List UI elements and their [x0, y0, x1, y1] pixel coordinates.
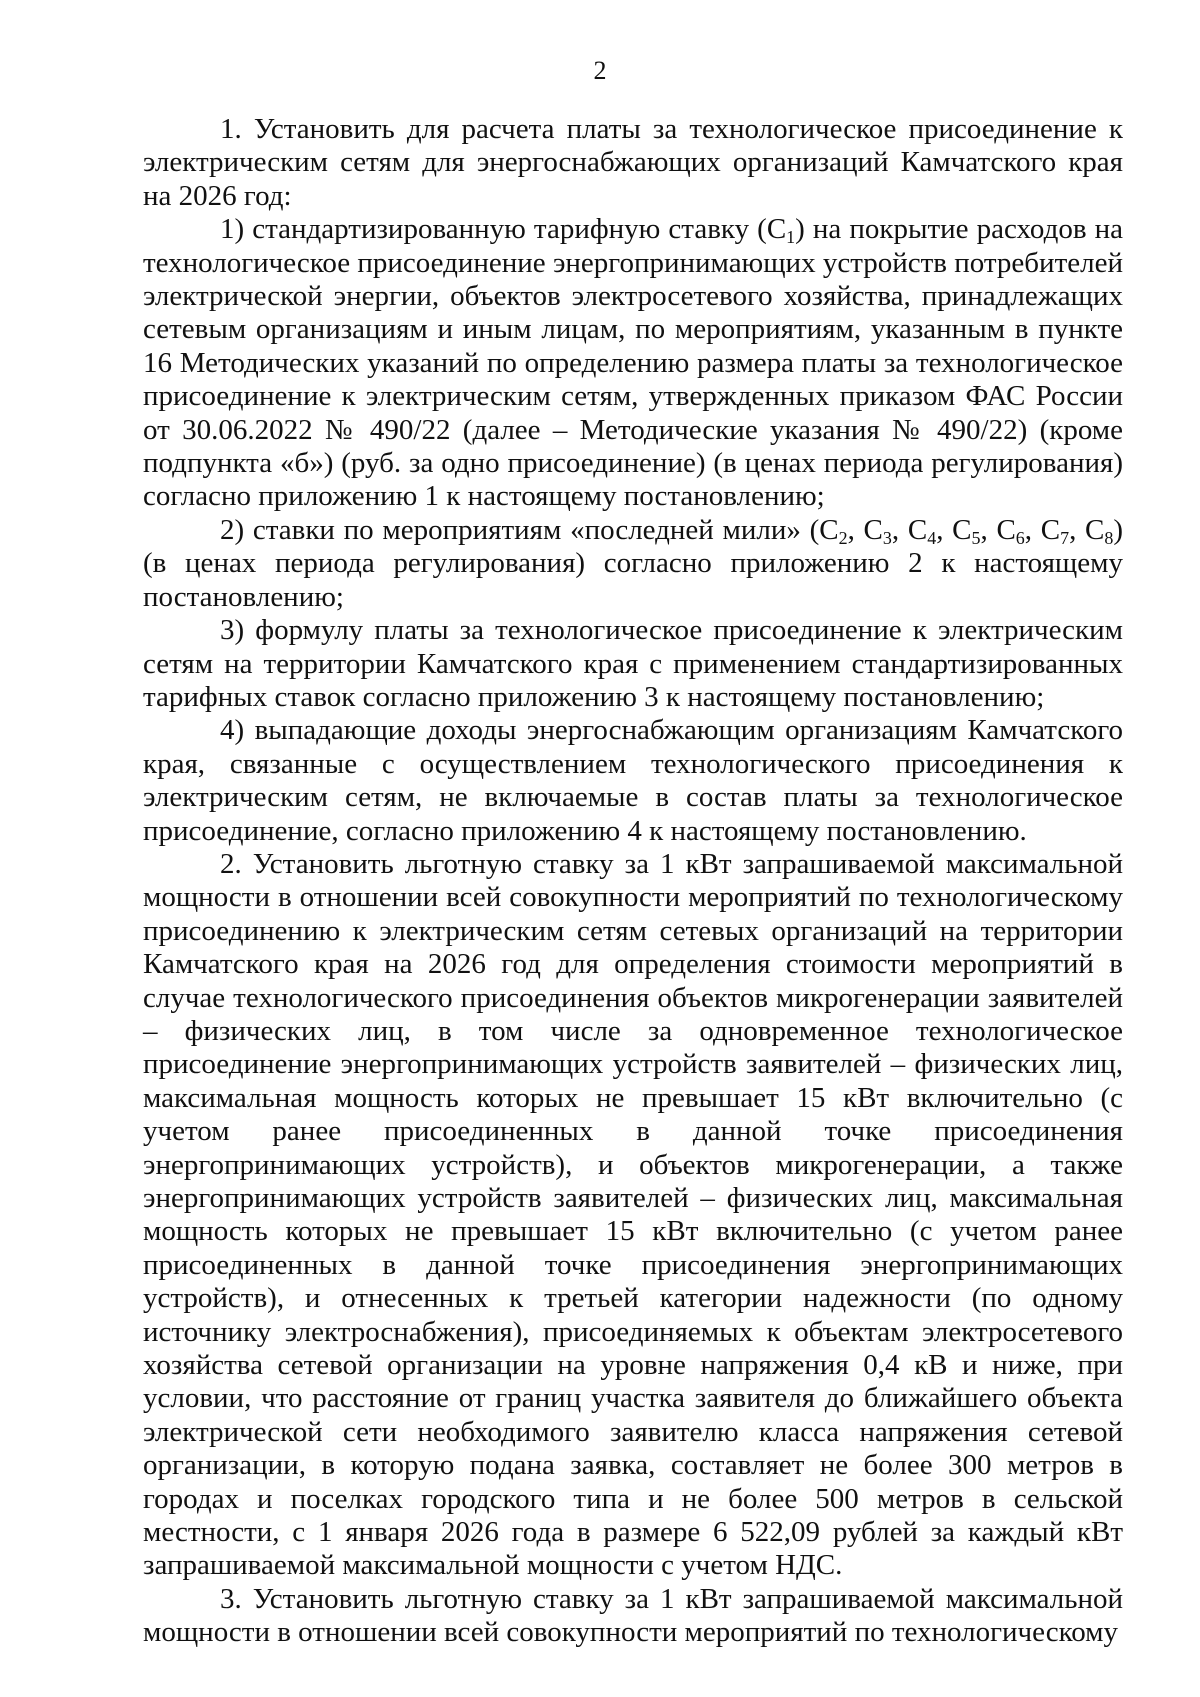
paragraph-text: 2) ставки по мероприятиям «последней мили» (С	[220, 513, 839, 546]
subscript-index: 1	[786, 227, 796, 248]
paragraph-p2	[143, 848, 1123, 1583]
paragraph-p1-1	[143, 213, 1123, 514]
subscript-index: 2	[838, 527, 848, 548]
paragraph-text: , С	[1069, 513, 1105, 546]
paragraph-text: ) на покрытие расходов на технологическое присоединение энергопринимающих устройств потребителей электрической энергии, объектов электросетевого хозяйства, принадлежащих сетевым организациям и иным лицам, по мероприятиям, указанным в пункте 16 Методических указаний по определению размера платы за технологическое присоединение к электрическим сетям, утвержденных приказом ФАС России от 30.06.2022 № 490/22 (далее – Методические указания № 490/22) (кроме подпункта «б») (руб. за одно присоединение) (в ценах периода регулирования) согласно приложению 1 к настоящему постановлению;	[143, 213, 1124, 513]
paragraph-text: , С	[936, 513, 972, 546]
paragraph-p1-4	[143, 714, 1123, 848]
subscript-index: 8	[1104, 527, 1114, 548]
paragraph-text: , С	[1024, 513, 1061, 546]
paragraph-text: 1) стандартизированную тарифную ставку (С	[220, 213, 787, 246]
subscript-index: 6	[1015, 527, 1025, 548]
paragraph-text: 4) выпадающие доходы энергоснабжающим организациям Камчатского края, связанные с осуществлением технологического присоединения к электрическим сетям, не включаемые в состав платы за технологическое присоединение, согласно приложению 4 к настоящему постановлению.	[143, 714, 1123, 847]
paragraph-text: 1. Установить для расчета платы за технологическое присоединение к электрическим сетям для энергоснабжающих организаций Камчатского края на 2026 год:	[143, 113, 1123, 212]
subscript-index: 7	[1060, 527, 1070, 548]
paragraph-text: 2. Установить льготную ставку за 1 кВт запрашиваемой максимальной мощности в отношении всей совокупности мероприятий по технологическому присоединению к электрическим сетям сетевых организаций на территории Камчатского края на 2026 год для определения стоимости мероприятий в случае технологического присоединения объектов микрогенерации заявителей – физических лиц, в том числе за одновременное технологическое присоединение энергопринимающих устройств заявителей – физических лиц, максимальная мощность которых не превышает 15 кВт включительно (с учетом ранее присоединенных в данной точке присоединения энергопринимающих устройств), и объектов микрогенерации, а также энергопринимающих устройств заявителей – физических лиц, максимальная мощность которых не превышает 15 кВт включительно (с учетом ранее присоединенных в данной точке присоединения энергопринимающих устройств), и отнесенных к третьей категории надежности (по одному источнику электроснабжения), присоединяемых к объектам электросетевого хозяйства сетевой организации на уровне напряжения 0,4 кВ и ниже, при условии, что расстояние от границ участка заявителя до ближайшего объекта электрической сети необходимого заявителю класса напряжения сетевой организации, в которую подана заявка, составляет не более 300 метров в городах и поселках городского типа и не более 500 метров в сельской местности, с 1 января 2026 года в размере 6 522,09 рублей за каждый кВт запрашиваемой максимальной мощности с учетом НДС.	[143, 847, 1123, 1582]
paragraph-p1-2	[143, 514, 1123, 614]
paragraph-text: ) (в ценах периода регулирования) согласно приложению 2 к настоящему постановлению;	[143, 513, 1124, 613]
paragraph-p3	[143, 1583, 1123, 1650]
page-number: 2	[593, 56, 607, 85]
subscript-index: 4	[927, 527, 937, 548]
document-body	[143, 113, 1123, 1650]
paragraph-p1	[143, 113, 1123, 213]
paragraph-text: , С	[891, 513, 928, 546]
paragraph-text: 3) формулу платы за технологическое присоединение к электрическим сетям на территории Камчатского края с применением стандартизированных тарифных ставок согласно приложению 3 к настоящему постановлению;	[143, 614, 1123, 713]
paragraph-text: 3. Установить льготную ставку за 1 кВт запрашиваемой максимальной мощности в отношении всей совокупности мероприятий по технологическому	[143, 1582, 1123, 1649]
subscript-index: 3	[882, 527, 892, 548]
paragraph-text: , С	[847, 513, 883, 546]
paragraph-text: , С	[980, 513, 1016, 546]
subscript-index: 5	[971, 527, 981, 548]
paragraph-p1-3	[143, 614, 1123, 714]
